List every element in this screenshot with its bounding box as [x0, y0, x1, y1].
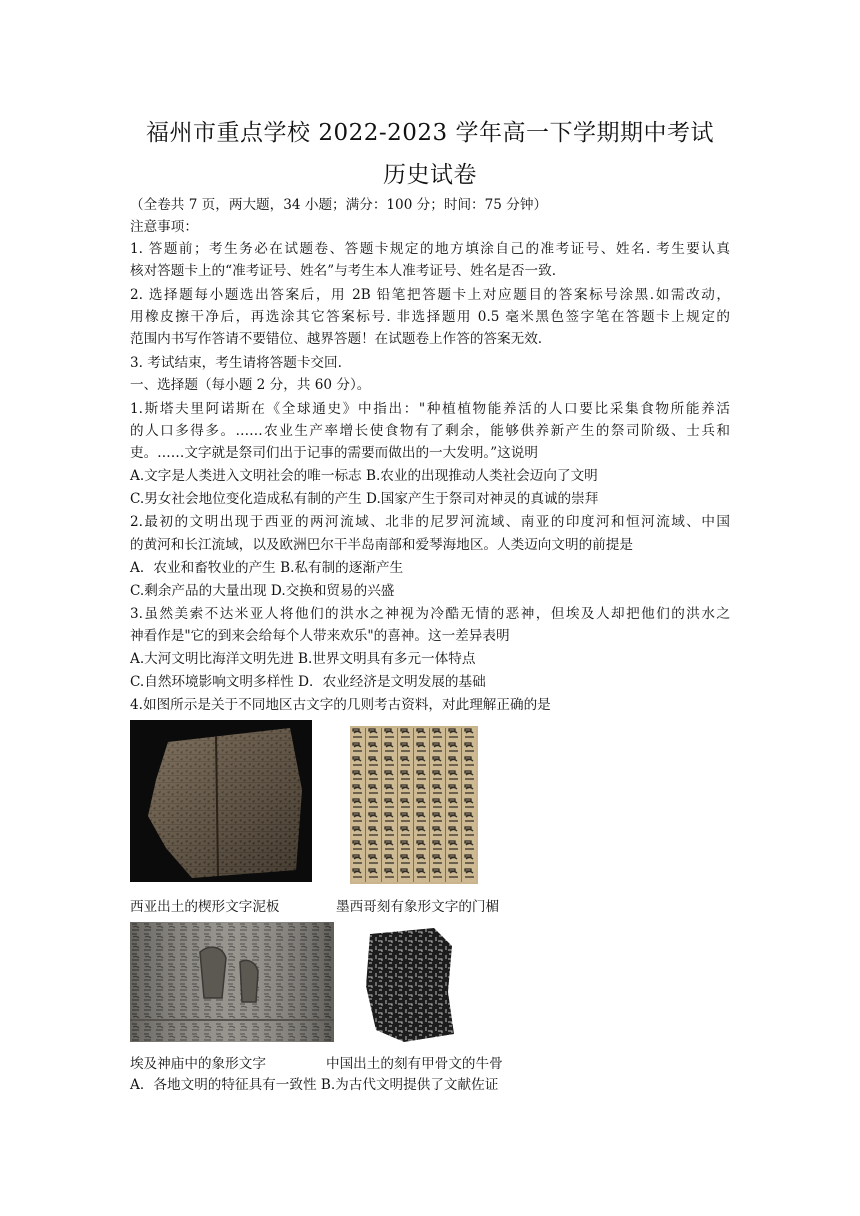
answer-options: C.男女社会地位变化造成私有制的产生 D.国家产生于祭司对神灵的真诚的崇拜 [130, 491, 599, 507]
oracle-bone-rubbing-photo [364, 926, 456, 1044]
exam-info: （全卷共 7 页，两大题，34 小题；满分：100 分；时间：75 分钟） [130, 197, 548, 213]
answer-options: A．各地文明的特征具有一致性 B.为古代文明提供了文献佐证 [130, 1077, 499, 1093]
answer-options: A．农业和畜牧业的产生 B.私有制的逐渐产生 [130, 560, 404, 576]
notice-line: 核对答题卡上的“准考证号、姓名”与考生本人准考证号、姓名是否一致. [130, 263, 557, 279]
answer-options: A.文字是人类进入文明社会的唯一标志 B.农业的出现推动人类社会迈向了文明 [130, 468, 598, 484]
question-stem: 3.虽然美索不达米亚人将他们的洪水之神视为冷酷无情的恶神，但埃及人却把他们的洪水之 [130, 606, 730, 622]
section-heading: 一、选择题（每小题 2 分，共 60 分）。 [130, 377, 371, 393]
notice-line: 用橡皮擦干净后，再选涂其它答案标号. 非选择题用 0.5 毫米黑色签字笔在答题卡上规定的 [130, 309, 730, 325]
question-stem: 吏。……文字就是祭司们出于记事的需要而做出的一大发明。”这说明 [130, 445, 538, 461]
question-stem: 神看作是"它的到来会给每个人带来欢乐"的喜神。这一差异表明 [130, 628, 510, 644]
image-caption: 墨西哥刻有象形文字的门楣 [336, 899, 500, 915]
question-stem: 的人口多得多。……农业生产率增长使食物有了剩余，能够供养新产生的祭司阶级、士兵和 [130, 423, 730, 439]
notice-line: 2. 选择题每小题选出答案后，用 2B 铅笔把答题卡上对应题目的答案标号涂黑.如需改动， [130, 287, 730, 303]
question-stem: 1.斯塔夫里阿诺斯在《全球通史》中指出："种植植物能养活的人口要比采集食物所能养活 [130, 401, 730, 417]
exam-title: 福州市重点学校 2022-2023 学年高一下学期期中考试 [146, 120, 714, 146]
notice-line: 范围内书写作答请不要错位、越界答题！在试题卷上作答的答案无效. [130, 331, 543, 347]
answer-options: C.剩余产品的大量出现 D.交换和贸易的兴盛 [130, 583, 395, 599]
exam-subject: 历史试卷 [383, 162, 477, 188]
question-stem: 2.最初的文明出现于西亚的两河流域、北非的尼罗河流域、南亚的印度河和恒河流域、中国 [130, 514, 730, 530]
answer-options: C.自然环境影响文明多样性 D．农业经济是文明发展的基础 [130, 674, 486, 690]
image-caption: 西亚出土的楔形文字泥板 [130, 899, 280, 915]
image-caption: 中国出土的刻有甲骨文的牛骨 [326, 1056, 503, 1072]
image-caption: 埃及神庙中的象形文字 [130, 1056, 266, 1072]
answer-options: A.大河文明比海洋文明先进 B.世界文明具有多元一体特点 [130, 651, 476, 667]
notice-heading: 注意事项： [130, 219, 198, 235]
cuneiform-tablet-photo [130, 720, 312, 882]
notice-line: 3. 考试结束，考生请将答题卡交回. [130, 355, 342, 371]
notice-line: 1. 答题前；考生务必在试题卷、答题卡规定的地方填涂自己的准考证号、姓名. 考生要认真 [130, 241, 730, 257]
egyptian-temple-relief-photo [130, 922, 334, 1042]
question-stem: 4.如图所示是关于不同地区古文字的几则考古资料，对此理解正确的是 [130, 697, 551, 713]
question-stem: 的黄河和长江流域，以及欧洲巴尔干半岛南部和爱琴海地区。人类迈向文明的前提是 [130, 537, 633, 553]
hieroglyph-lintel-photo [350, 726, 478, 884]
